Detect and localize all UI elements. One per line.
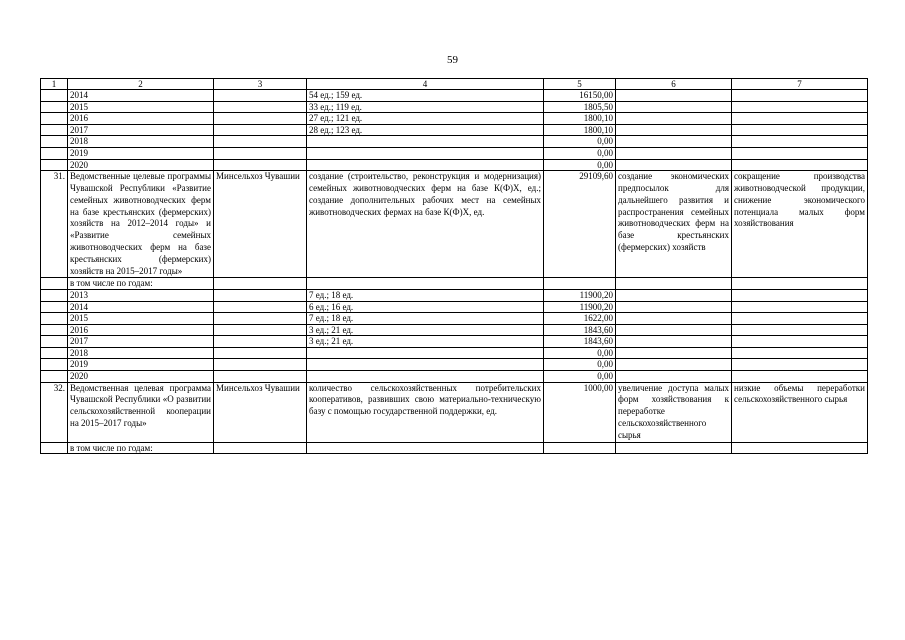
by-years-row bbox=[41, 278, 868, 290]
year-cell: 2014 bbox=[68, 301, 214, 313]
year-cell: 2019 bbox=[68, 359, 214, 371]
year-row bbox=[41, 313, 868, 325]
empty-cell bbox=[41, 147, 68, 159]
empty-cell bbox=[214, 324, 307, 336]
by-years-label: в том числе по годам: bbox=[68, 278, 214, 290]
empty-cell bbox=[41, 347, 68, 359]
program-table bbox=[40, 78, 868, 454]
total-amount-cell: 29109,60 bbox=[544, 171, 616, 278]
year-cell: 2016 bbox=[68, 324, 214, 336]
total-amount-cell: 1000,00 bbox=[544, 382, 616, 442]
page-number: 59 bbox=[447, 54, 458, 66]
empty-cell bbox=[616, 159, 732, 171]
empty-cell bbox=[214, 289, 307, 301]
year-cell: 2018 bbox=[68, 136, 214, 148]
indicator-value-cell: 7 ед.; 18 ед. bbox=[307, 313, 544, 325]
indicator-value-cell: 28 ед.; 123 ед. bbox=[307, 124, 544, 136]
program-name-cell: Ведомственная целевая программа Чувашской Республики «О развитии сельскохозяйственной кооперации на 2015–2017 годы» bbox=[68, 382, 214, 442]
program-row bbox=[41, 382, 868, 442]
empty-cell bbox=[214, 278, 307, 290]
indicator-value-cell bbox=[307, 159, 544, 171]
empty-cell bbox=[732, 371, 868, 383]
empty-cell bbox=[732, 113, 868, 125]
year-row bbox=[41, 359, 868, 371]
amount-cell: 16150,00 bbox=[544, 90, 616, 102]
empty-cell bbox=[41, 101, 68, 113]
amount-cell: 0,00 bbox=[544, 136, 616, 148]
empty-cell bbox=[41, 359, 68, 371]
amount-cell: 0,00 bbox=[544, 347, 616, 359]
expected-result-cell: создание экономических предпосылок для дальнейшего развития и распространения семейных животноводческих ферм на базе крестьянских (фермерских) хозяйств bbox=[616, 171, 732, 278]
empty-cell bbox=[41, 336, 68, 348]
empty-cell bbox=[214, 371, 307, 383]
year-cell: 2015 bbox=[68, 101, 214, 113]
empty-cell bbox=[41, 371, 68, 383]
empty-cell bbox=[616, 289, 732, 301]
indicator-value-cell: 7 ед.; 18 ед. bbox=[307, 289, 544, 301]
empty-cell bbox=[41, 136, 68, 148]
empty-cell bbox=[41, 442, 68, 454]
empty-cell bbox=[214, 113, 307, 125]
year-row bbox=[41, 90, 868, 102]
empty-cell bbox=[616, 147, 732, 159]
column-number-cell: 3 bbox=[214, 79, 307, 90]
indicator-value-cell bbox=[307, 371, 544, 383]
indicator-value-cell: 27 ед.; 121 ед. bbox=[307, 113, 544, 125]
empty-cell bbox=[214, 147, 307, 159]
empty-cell bbox=[214, 359, 307, 371]
year-cell: 2013 bbox=[68, 289, 214, 301]
risk-cell: сокращение производства животноводческой продукции, снижение экономического потенциала малых форм хозяйствования bbox=[732, 171, 868, 278]
empty-cell bbox=[616, 442, 732, 454]
year-cell: 2017 bbox=[68, 124, 214, 136]
empty-cell bbox=[214, 442, 307, 454]
program-name-cell: Ведомственные целевые программы Чувашской Республики «Развитие семейных животноводческих ферм на базе крестьянских (фермерских) хозяйств на 2012–2014 годы» и «Развитие семейных животноводческих ферм на базе крестьянских (фермерских) хозяйств на 2015–2017 годы» bbox=[68, 171, 214, 278]
by-years-row bbox=[41, 442, 868, 454]
empty-cell bbox=[616, 301, 732, 313]
year-row bbox=[41, 301, 868, 313]
column-number-cell: 2 bbox=[68, 79, 214, 90]
by-years-label: в том числе по годам: bbox=[68, 442, 214, 454]
amount-cell: 1800,10 bbox=[544, 113, 616, 125]
empty-cell bbox=[616, 347, 732, 359]
empty-cell bbox=[214, 90, 307, 102]
indicator-value-cell bbox=[307, 359, 544, 371]
empty-cell bbox=[41, 90, 68, 102]
empty-cell bbox=[214, 136, 307, 148]
executor-cell: Минсельхоз Чувашии bbox=[214, 171, 307, 278]
amount-cell: 0,00 bbox=[544, 359, 616, 371]
empty-cell bbox=[41, 324, 68, 336]
empty-cell bbox=[41, 289, 68, 301]
indicator-value-cell bbox=[307, 147, 544, 159]
column-number-cell: 7 bbox=[732, 79, 868, 90]
year-cell: 2015 bbox=[68, 313, 214, 325]
empty-cell bbox=[214, 313, 307, 325]
year-row bbox=[41, 101, 868, 113]
empty-cell bbox=[544, 442, 616, 454]
year-cell: 2018 bbox=[68, 347, 214, 359]
empty-cell bbox=[307, 278, 544, 290]
year-row bbox=[41, 347, 868, 359]
year-cell: 2016 bbox=[68, 113, 214, 125]
empty-cell bbox=[616, 313, 732, 325]
item-number: 32. bbox=[41, 382, 68, 442]
executor-cell: Минсельхоз Чувашии bbox=[214, 382, 307, 442]
year-cell: 2020 bbox=[68, 159, 214, 171]
amount-cell: 1843,60 bbox=[544, 324, 616, 336]
empty-cell bbox=[616, 124, 732, 136]
expected-result-cell: увеличение доступа малых форм хозяйствования к переработке сельскохозяйственного сырья bbox=[616, 382, 732, 442]
year-row bbox=[41, 371, 868, 383]
empty-cell bbox=[214, 101, 307, 113]
year-row bbox=[41, 113, 868, 125]
column-number-cell: 5 bbox=[544, 79, 616, 90]
year-row bbox=[41, 336, 868, 348]
amount-cell: 0,00 bbox=[544, 159, 616, 171]
indicator-value-cell: 6 ед.; 16 ед. bbox=[307, 301, 544, 313]
column-number-row bbox=[41, 79, 868, 90]
empty-cell bbox=[732, 101, 868, 113]
risk-cell: низкие объемы переработки сельскохозяйственного сырья bbox=[732, 382, 868, 442]
empty-cell bbox=[732, 124, 868, 136]
empty-cell bbox=[732, 313, 868, 325]
empty-cell bbox=[732, 147, 868, 159]
amount-cell: 11900,20 bbox=[544, 289, 616, 301]
indicator-value-cell: 3 ед.; 21 ед. bbox=[307, 324, 544, 336]
empty-cell bbox=[732, 324, 868, 336]
empty-cell bbox=[214, 347, 307, 359]
indicator-cell: создание (строительство, реконструкция и модернизация) семейных животноводческих ферм на базе К(Ф)Х, ед.; создание дополнительных рабочих мест на семейных животноводческих фермах на базе К(Ф)Х, ед. bbox=[307, 171, 544, 278]
indicator-value-cell: 54 ед.; 159 ед. bbox=[307, 90, 544, 102]
amount-cell: 1622,00 bbox=[544, 313, 616, 325]
empty-cell bbox=[732, 301, 868, 313]
empty-cell bbox=[41, 301, 68, 313]
empty-cell bbox=[616, 113, 732, 125]
empty-cell bbox=[732, 336, 868, 348]
empty-cell bbox=[732, 90, 868, 102]
indicator-value-cell: 3 ед.; 21 ед. bbox=[307, 336, 544, 348]
indicator-value-cell: 33 ед.; 119 ед. bbox=[307, 101, 544, 113]
empty-cell bbox=[616, 324, 732, 336]
empty-cell bbox=[616, 278, 732, 290]
column-number-cell: 6 bbox=[616, 79, 732, 90]
empty-cell bbox=[214, 124, 307, 136]
empty-cell bbox=[616, 336, 732, 348]
empty-cell bbox=[732, 359, 868, 371]
year-row bbox=[41, 324, 868, 336]
empty-cell bbox=[41, 278, 68, 290]
year-cell: 2014 bbox=[68, 90, 214, 102]
year-row bbox=[41, 289, 868, 301]
year-row bbox=[41, 136, 868, 148]
amount-cell: 0,00 bbox=[544, 371, 616, 383]
empty-cell bbox=[616, 90, 732, 102]
empty-cell bbox=[732, 136, 868, 148]
amount-cell: 1843,60 bbox=[544, 336, 616, 348]
year-row bbox=[41, 159, 868, 171]
year-row bbox=[41, 147, 868, 159]
empty-cell bbox=[732, 442, 868, 454]
year-cell: 2019 bbox=[68, 147, 214, 159]
indicator-cell: количество сельскохозяйственных потребительских кооперативов, развивших свою материально-техническую базу с помощью государственной поддержки, ед. bbox=[307, 382, 544, 442]
empty-cell bbox=[616, 101, 732, 113]
empty-cell bbox=[732, 347, 868, 359]
empty-cell bbox=[307, 442, 544, 454]
column-number-cell: 4 bbox=[307, 79, 544, 90]
indicator-value-cell bbox=[307, 347, 544, 359]
empty-cell bbox=[41, 313, 68, 325]
empty-cell bbox=[732, 289, 868, 301]
empty-cell bbox=[41, 124, 68, 136]
empty-cell bbox=[41, 159, 68, 171]
empty-cell bbox=[616, 371, 732, 383]
year-row bbox=[41, 124, 868, 136]
empty-cell bbox=[214, 336, 307, 348]
empty-cell bbox=[616, 136, 732, 148]
empty-cell bbox=[214, 159, 307, 171]
empty-cell bbox=[732, 159, 868, 171]
empty-cell bbox=[616, 359, 732, 371]
empty-cell bbox=[732, 278, 868, 290]
amount-cell: 1800,10 bbox=[544, 124, 616, 136]
column-number-cell: 1 bbox=[41, 79, 68, 90]
amount-cell: 11900,20 bbox=[544, 301, 616, 313]
empty-cell bbox=[214, 301, 307, 313]
year-cell: 2017 bbox=[68, 336, 214, 348]
program-row bbox=[41, 171, 868, 278]
amount-cell: 1805,50 bbox=[544, 101, 616, 113]
item-number: 31. bbox=[41, 171, 68, 278]
empty-cell bbox=[41, 113, 68, 125]
empty-cell bbox=[544, 278, 616, 290]
year-cell: 2020 bbox=[68, 371, 214, 383]
indicator-value-cell bbox=[307, 136, 544, 148]
amount-cell: 0,00 bbox=[544, 147, 616, 159]
